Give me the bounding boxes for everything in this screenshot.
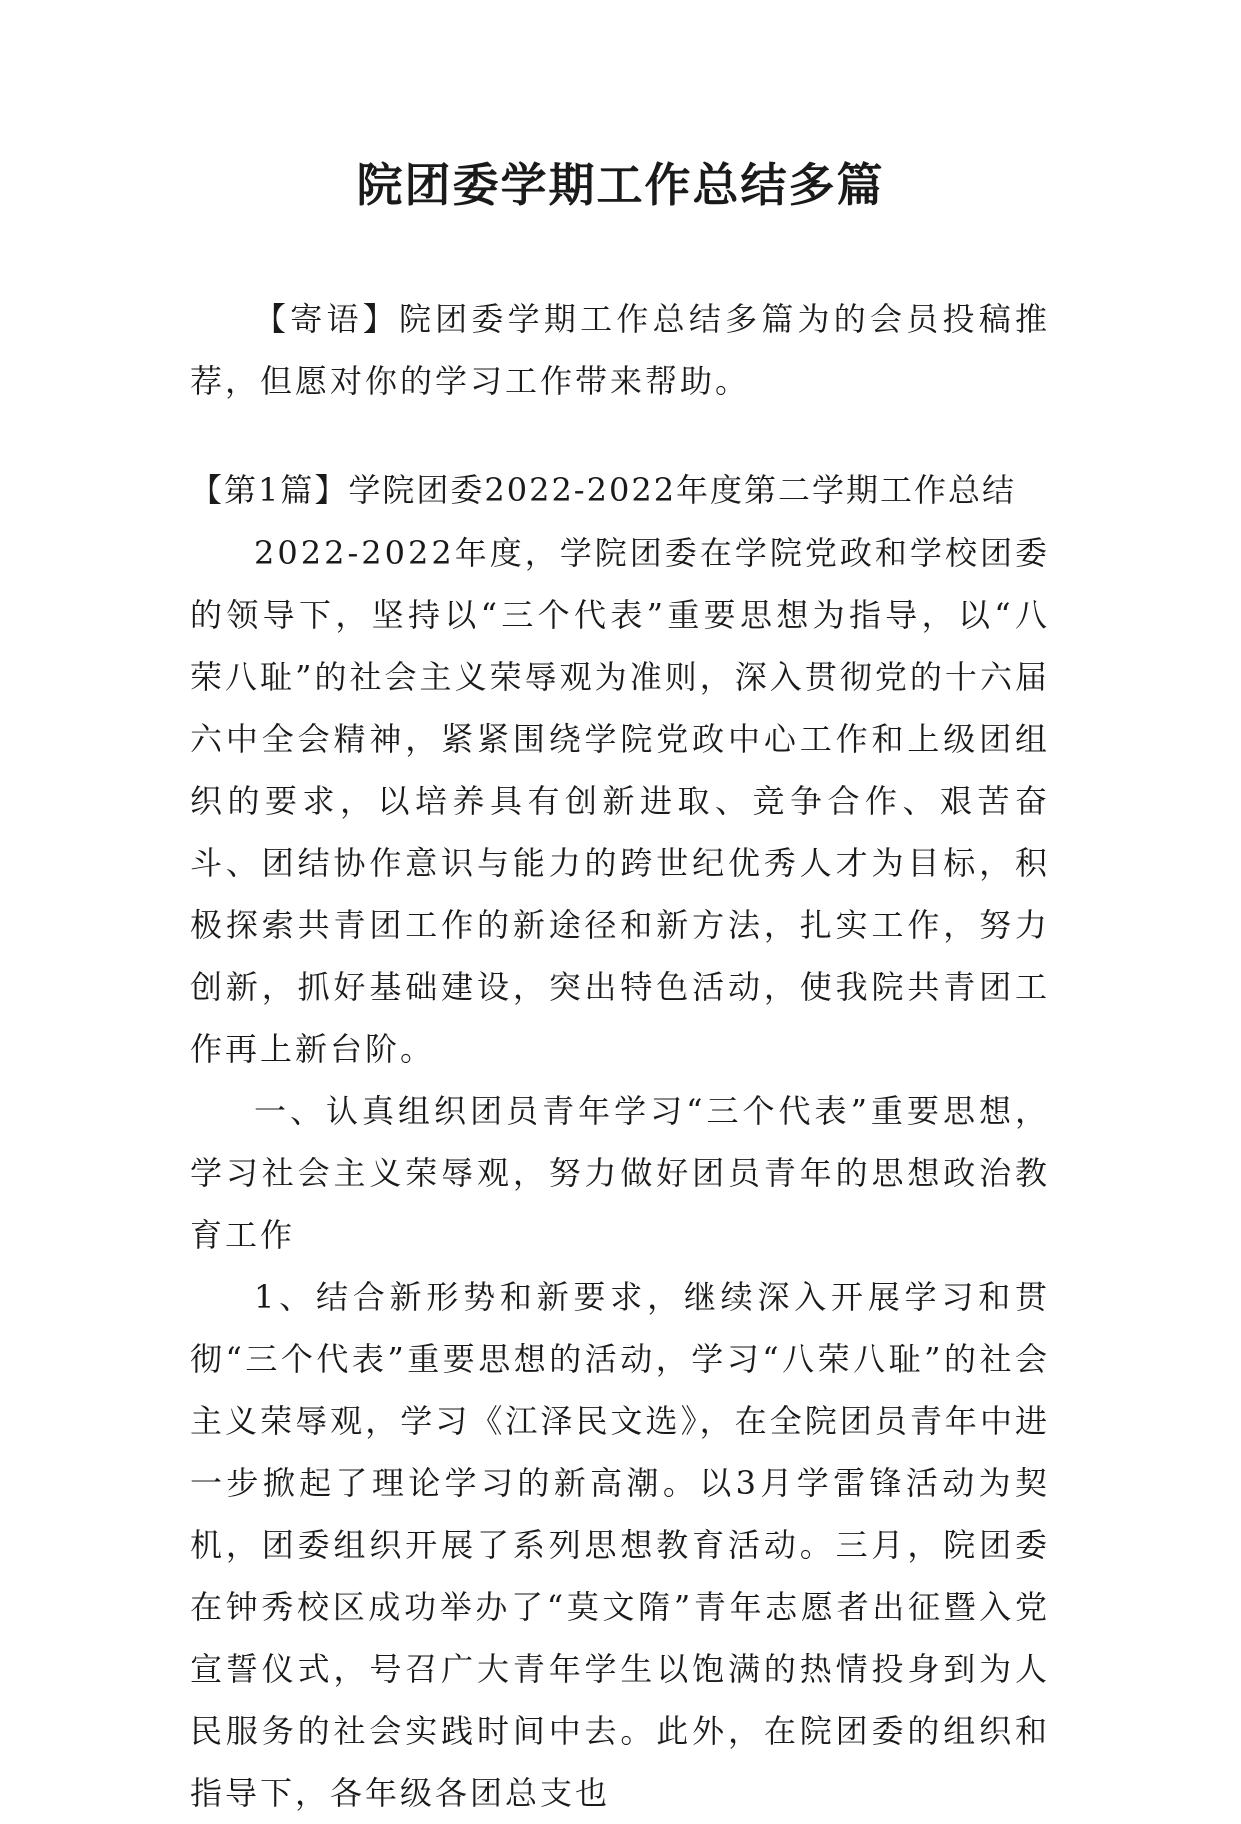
section-body bbox=[190, 522, 1050, 1824]
document-title: 院团委学期工作总结多篇 bbox=[356, 158, 885, 212]
paragraph: 1、结合新形势和新要求，继续深入开展学习和贯彻“三个代表”重要思想的活动，学习“八荣八耻”的社会主义荣辱观，学习《江泽民文选》，在全院团员青年中进一步掀起了理论学习的新高潮。以3月学雷锋活动为契机，团委组织开展了系列思想教育活动。三月，院团委在钟秀校区成功举办了“莫文隋”青年志愿者出征暨入党宣誓仪式，号召广大青年学生以饱满的热情投身到为人民服务的社会实践时间中去。此外，在院团委的组织和指导下，各年级各团总支也 bbox=[190, 1278, 1050, 1812]
section-heading: 【第1篇】学院团委2022-2022年度第二学期工作总结 bbox=[190, 471, 1017, 509]
paragraph: 一、认真组织团员青年学习“三个代表”重要思想，学习社会主义荣辱观，努力做好团员青年的思想政治教育工作 bbox=[190, 1092, 1050, 1254]
paragraph: 2022-2022年度，学院团委在学院党政和学校团委的领导下，坚持以“三个代表”重要思想为指导，以“八荣八耻”的社会主义荣辱观为准则，深入贯彻党的十六届六中全会精神，紧紧围绕学院党政中心工作和上级团组织的要求，以培养具有创新进取、竞争合作、艰苦奋斗、团结协作意识与能力的跨世纪优秀人才为目标，积极探索共青团工作的新途径和新方法，扎实工作，努力创新，抓好基础建设，突出特色活动，使我院共青团工作再上新台阶。 bbox=[190, 534, 1050, 1068]
intro-paragraph: 【寄语】院团委学期工作总结多篇为的会员投稿推荐，但愿对你的学习工作带来帮助。 bbox=[190, 300, 1050, 400]
